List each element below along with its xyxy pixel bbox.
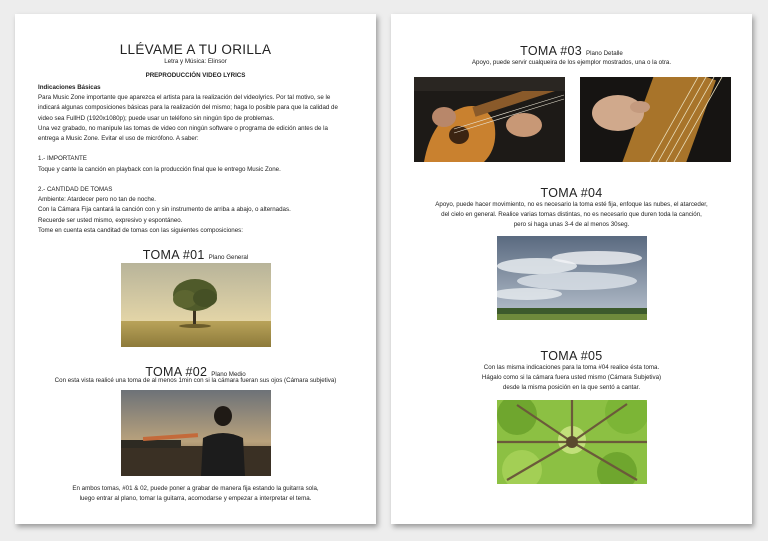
toma05-caption-line: Hágalo como si la cámara fuera usted mismo (Cámara Subjetiva) — [481, 374, 662, 382]
cantidad-line: Con la Cámara Fija cantará la canción con y sin instrumento de arriba a abajo, o alternadas. — [38, 206, 291, 214]
footer-block — [15, 484, 376, 504]
toma04-label: TOMA #04 — [540, 186, 603, 200]
toma04-caption-line: pero si haga unas 3-4 de al menos 30seg. — [513, 221, 630, 229]
toma05-caption-line: desde la misma posición en la que sentó a cantar. — [502, 384, 641, 392]
toma02-type: Plano Medio — [211, 371, 246, 378]
toma01-label: TOMA #01 — [142, 248, 205, 262]
toma03-label: TOMA #03 — [520, 44, 583, 58]
toma01-heading — [15, 246, 376, 264]
cantidad-heading: 2.- CANTIDAD DE TOMAS — [38, 186, 113, 194]
document-subtitle: Letra y Música: Elinsor — [164, 58, 227, 65]
document-title: LLÉVAME A TU ORILLA — [119, 42, 272, 57]
toma03-caption: Apoyo, puede servir cualqueira de los ejemplor mostrados, una o la otra. — [471, 59, 672, 66]
toma04-caption-line: Apoyo, puede hacer movimiento, no es necesario la toma esté fija, enfoque las nubes, el atarceder, — [435, 201, 708, 208]
cantidad-line: Ambiente: Atardecer pero no tan de noche. — [38, 196, 156, 204]
toma05-caption — [391, 363, 752, 394]
importante-heading: 1.- IMPORTANTE — [38, 155, 87, 163]
indicaciones-block — [38, 83, 356, 236]
guitarist-back-photo — [121, 390, 271, 476]
toma05-label: TOMA #05 — [540, 349, 603, 363]
tree-field-photo — [121, 263, 271, 347]
guitar-fretboard-photo — [580, 77, 731, 162]
indicaciones-line: Una vez grabado, no manipule las tomas de video con ningún software o programa de edición antes de la — [38, 124, 328, 132]
indicaciones-heading: Indicaciones Básicas — [38, 84, 101, 91]
toma01-type: Plano General — [208, 254, 249, 261]
page-right — [391, 14, 752, 524]
toma05-caption-line: Con las misma indicaciones para la toma #04 realice ésta toma. — [483, 364, 660, 371]
section-title: PREPRODUCCIÓN VIDEO LYRICS — [145, 72, 246, 79]
cantidad-line: Recuerde ser usted mismo, expresivo y espontáneo. — [38, 216, 183, 224]
indicaciones-line: video sea FullHD (1920x1080p); puede usar un teléfono sin ningún tipo de problemas. — [38, 114, 275, 122]
toma04-caption — [391, 200, 752, 231]
importante-line: Toque y cante la canción en playback con la producción final que le entrego Music Zone. — [38, 165, 281, 173]
indicaciones-line: indicará algunas composiciones básicas para la realización del mismo; haga lo posible para que la calidad de — [38, 104, 338, 112]
cloudy-sky-photo — [497, 236, 647, 320]
toma02-caption: Con esta vista realicé una toma de al menos 1min con si la cámara fueran sus ojos (Cámara subjetiva) — [54, 377, 337, 384]
footer-line: En ambos tomas, #01 & 02, puede poner a grabar de manera fija estando la guitarra sola, — [72, 485, 319, 492]
page-left — [15, 14, 376, 524]
footer-line: luego entrar al plano, tomar la guitarra, acomodarse y empezar a interpretar el tema. — [79, 495, 312, 503]
toma02-label: TOMA #02 — [145, 365, 208, 379]
indicaciones-line: Para Music Zone importante que aparezca el artista para la realización del videolyrics. Por tal motivo, se le — [38, 94, 331, 102]
cantidad-line: Tome en cuenta esta canditad de tomas con las siguientes composiciones: — [38, 226, 243, 234]
toma03-type: Plano Detalle — [586, 50, 623, 57]
tree-canopy-photo — [497, 400, 647, 484]
guitar-strumming-photo — [414, 77, 565, 162]
toma04-caption-line: del cielo en general. Realice varias tomas distintas, no es necesario que duren toda la canción, — [441, 211, 702, 219]
indicaciones-line: entrega a Music Zone. Evitar el uso de micrófono. A saber: — [38, 135, 199, 143]
